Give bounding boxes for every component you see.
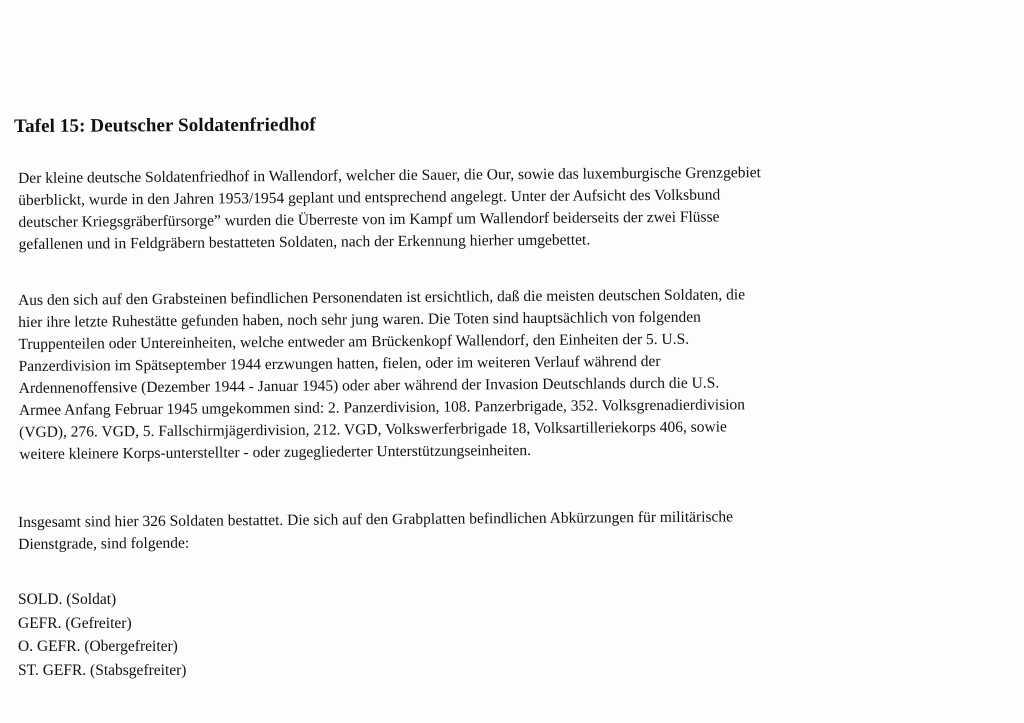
text-line: Aus den sich auf den Grabsteinen befindlichen Personendaten ist ersichtlich, daß die meisten deutschen Soldaten, die xyxy=(18,286,746,309)
text-line: Armee Anfang Februar 1945 umgekommen sind: 2. Panzerdivision, 108. Panzerbrigade, 352. Volksgrenadierdivision xyxy=(18,396,746,419)
text-line: Dienstgrade, sind folgende: xyxy=(18,534,190,553)
text-line: Ardennenoffensive (Dezember 1944 - Januar 1945) oder aber während der Invasion Deutschlands durch die U.S. xyxy=(18,374,720,397)
rank-abbreviation-list xyxy=(18,588,186,682)
document-title: Tafel 15: Deutscher Soldatenfriedhof xyxy=(14,114,316,137)
paragraph-units xyxy=(18,282,1019,466)
text-line: Truppenteilen oder Untereinheiten, welche entweder am Brückenkopf Wallendorf, den Einheiten der 5. U.S. xyxy=(18,330,690,353)
rank-item: SOLD. (Soldat) xyxy=(18,591,117,608)
rank-item: O. GEFR. (Obergefreiter) xyxy=(18,638,178,655)
paragraph-burials xyxy=(18,504,1018,556)
text-line: Panzerdivision im Spätseptember 1944 erzwungen hatten, fielen, oder im weiteren Verlauf während der xyxy=(18,352,661,375)
text-line: überblickt, wurde in den Jahren 1953/1954 geplant und entsprechend angelegt. Unter der Aufsicht des Volksbund xyxy=(18,186,721,209)
text-line: deutscher Kriegsgräberfürsorge” wurden die Überreste von im Kampf um Wallendorf beiderseits der zwei Flüsse xyxy=(18,208,720,231)
text-line: weitere kleinere Korps-unterstellter - oder zugegliederter Unterstützungseinheiten. xyxy=(19,441,532,463)
paragraph-cemetery-intro xyxy=(18,160,1019,256)
rank-item: GEFR. (Gefreiter) xyxy=(18,614,132,632)
text-line: Insgesamt sind hier 326 Soldaten bestattet. Die sich auf den Grabplatten befindlichen Abkürzungen für militärische xyxy=(18,508,734,531)
rank-item: ST. GEFR. (Stabsgefreiter) xyxy=(18,661,187,679)
text-line: Der kleine deutsche Soldatenfriedhof in Wallendorf, welcher die Sauer, die Our, sowie das luxemburgische Grenzgebiet xyxy=(18,164,761,187)
text-line: hier ihre letzte Ruhestätte gefunden haben, noch sehr jung waren. Die Toten sind hauptsächlich von folgenden xyxy=(18,308,701,331)
text-line: (VGD), 276. VGD, 5. Fallschirmjägerdivision, 212. VGD, Volkswerferbrigade 18, Volksartilleriekorps 406, sowie xyxy=(19,418,727,441)
text-line: gefallenen und in Feldgräbern bestatteten Soldaten, nach der Erkennung hierher umgebettet. xyxy=(18,231,591,253)
